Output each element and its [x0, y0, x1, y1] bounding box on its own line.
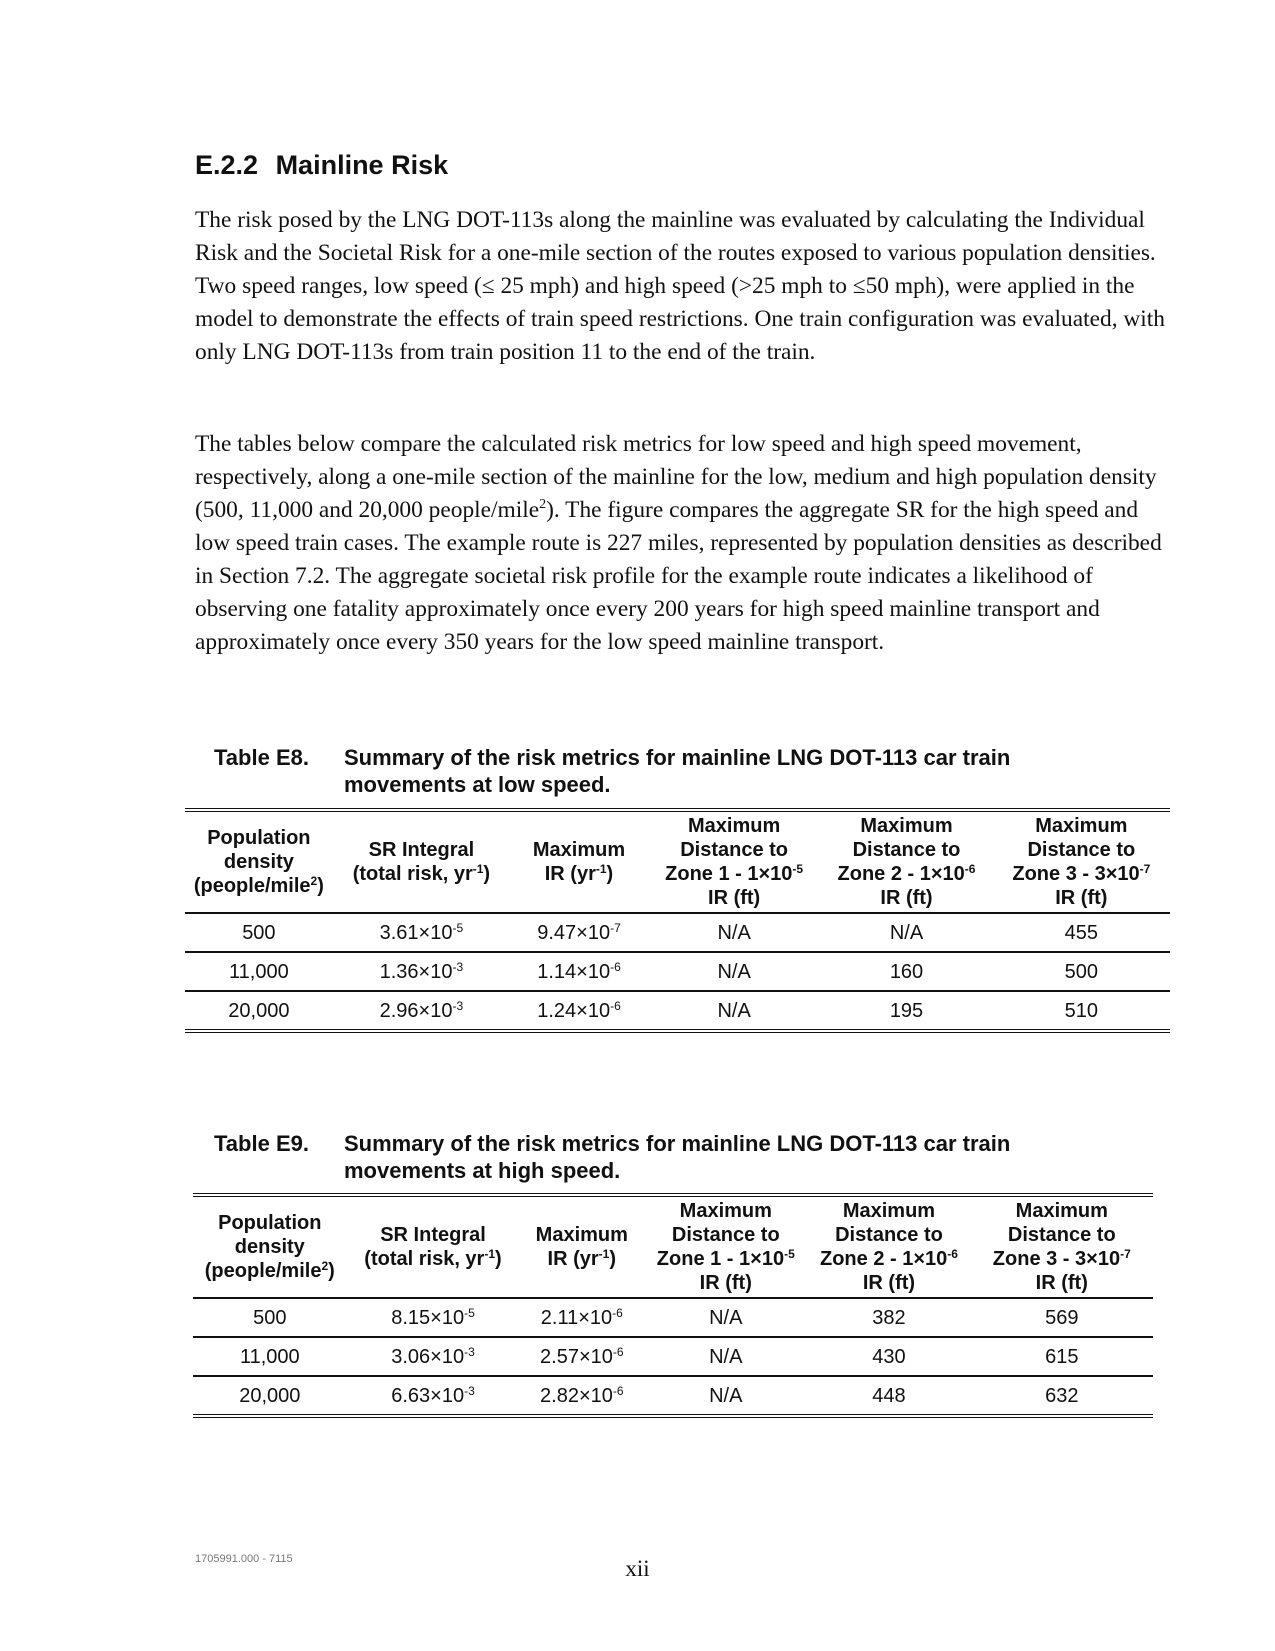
risk-table-high-speed: [193, 1193, 1153, 1418]
cell-max-ir: $1.24\times 10^{-6}$: [510, 991, 648, 1031]
header-zone3-distance: Maximum Distance to Zone $3 - 3\times 10^{-7}$ IR (ft): [993, 810, 1170, 913]
cell-zone2: 430: [807, 1337, 970, 1376]
cell-zone3: 632: [971, 1376, 1153, 1416]
body-paragraph-2: [195, 428, 1170, 659]
header-zone2-distance: Maximum Distance to Zone $2 - 1\times 10^{-6}$ IR (ft): [807, 1195, 970, 1298]
cell-density: 500: [193, 1298, 347, 1337]
body-paragraph-1: The risk posed by the LNG DOT-113s along the mainline was evaluated by calculating the Individual Risk and the Societal Risk for a one-mile section of the routes exposed to various population densities. Two speed ranges, low speed (≤ 25 mph) and high speed (>25 mph to ≤50 mph), were applied in the model to demonstrate the effects of train speed restrictions. One train configuration was evaluated, with only LNG DOT-113s from train position 11 to the end of the train.: [195, 207, 1165, 365]
cell-zone3: 615: [971, 1337, 1153, 1376]
cell-sr-integral: $8.15\times 10^{-5}$: [347, 1298, 520, 1337]
header-zone3-distance: Maximum Distance to Zone $3 - 3\times 10^{-7}$ IR (ft): [971, 1195, 1153, 1298]
document-code: 1705991.000 - 7115: [195, 1553, 293, 1565]
cell-zone3: 569: [971, 1298, 1153, 1337]
table-row: [193, 1337, 1153, 1376]
paragraph-text: ). The figure compares the aggregate SR for the high speed and low speed train cases. The example route is 227 miles, represented by population densities as described in Section 7.2. The aggregate societal risk profile for the example route indicates a likelihood of observing one fatality approximately once every 200 years for high speed mainline transport and approximately once every 350 years for the low speed mainline transport.: [195, 497, 1162, 655]
risk-table-low-speed: [185, 808, 1170, 1033]
table-label: Table E8.: [214, 745, 309, 770]
table-caption-e9: [214, 1130, 1074, 1186]
header-sr-integral: SR Integral (total risk, $yr^{-1}$): [347, 1195, 520, 1298]
cell-zone2: 195: [820, 991, 992, 1031]
cell-density: 20,000: [193, 1376, 347, 1416]
cell-density: 11,000: [193, 1337, 347, 1376]
cell-zone1: N/A: [644, 1298, 807, 1337]
paragraph-text: The tables below compare the calculated risk metrics for low speed and high speed movement, respectively, along a one-mile section of the mainline for the low, medium and high population density (500, 11,000 and 20,000 people/mile: [195, 431, 1157, 523]
table-label: Table E9.: [214, 1131, 309, 1156]
cell-zone1: N/A: [648, 913, 820, 952]
table-row: [185, 913, 1170, 952]
cell-density: 500: [185, 913, 333, 952]
section-number: E.2.2: [195, 150, 259, 180]
cell-zone3: 500: [993, 952, 1170, 991]
table-row: [193, 1298, 1153, 1337]
header-population-density: Population density (people/mile$^2$): [185, 810, 333, 913]
cell-max-ir: $2.57\times 10^{-6}$: [519, 1337, 644, 1376]
table-caption-e8: [214, 744, 1074, 800]
header-zone2-distance: Maximum Distance to Zone $2 - 1\times 10^{-6}$ IR (ft): [820, 810, 992, 913]
cell-zone1: N/A: [648, 952, 820, 991]
cell-zone2: N/A: [820, 913, 992, 952]
section-heading: [195, 148, 448, 182]
cell-zone1: N/A: [644, 1376, 807, 1416]
table-title: Summary of the risk metrics for mainline LNG DOT-113 car train movements at low speed.: [344, 745, 1011, 797]
header-zone1-distance: Maximum Distance to Zone $1 - 1\times 10^{-5}$ IR (ft): [644, 1195, 807, 1298]
cell-density: 11,000: [185, 952, 333, 991]
table-row: [193, 1376, 1153, 1416]
cell-max-ir: $1.14\times 10^{-6}$: [510, 952, 648, 991]
cell-max-ir: $2.82\times 10^{-6}$: [519, 1376, 644, 1416]
cell-zone3: 455: [993, 913, 1170, 952]
cell-zone1: N/A: [644, 1337, 807, 1376]
cell-sr-integral: $3.06\times 10^{-3}$: [347, 1337, 520, 1376]
header-population-density: Population density (people/mile$^2$): [193, 1195, 347, 1298]
cell-max-ir: $2.11\times 10^{-6}$: [519, 1298, 644, 1337]
cell-zone3: 510: [993, 991, 1170, 1031]
cell-sr-integral: $1.36\times 10^{-3}$: [333, 952, 510, 991]
header-max-ir: Maximum IR $(yr^{-1})$: [510, 810, 648, 913]
table-title: Summary of the risk metrics for mainline LNG DOT-113 car train movements at high speed.: [344, 1131, 1011, 1183]
table-header-row: [185, 810, 1170, 913]
table-row: [185, 991, 1170, 1031]
superscript: 2: [539, 497, 547, 513]
cell-sr-integral: $3.61\times 10^{-5}$: [333, 913, 510, 952]
header-sr-integral: SR Integral (total risk, $yr^{-1}$): [333, 810, 510, 913]
cell-zone2: 382: [807, 1298, 970, 1337]
cell-sr-integral: $6.63\times 10^{-3}$: [347, 1376, 520, 1416]
table-header-row: [193, 1195, 1153, 1298]
cell-zone2: 160: [820, 952, 992, 991]
cell-density: 20,000: [185, 991, 333, 1031]
cell-sr-integral: $2.96\times 10^{-3}$: [333, 991, 510, 1031]
cell-zone2: 448: [807, 1376, 970, 1416]
header-max-ir: Maximum IR $(yr^{-1})$: [519, 1195, 644, 1298]
section-title: Mainline Risk: [275, 150, 449, 180]
header-zone1-distance: Maximum Distance to Zone $1 - 1\times 10^{-5}$ IR (ft): [648, 810, 820, 913]
cell-max-ir: $9.47\times 10^{-7}$: [510, 913, 648, 952]
cell-zone1: N/A: [648, 991, 820, 1031]
page-number: xii: [625, 1556, 650, 1581]
table-row: [185, 952, 1170, 991]
